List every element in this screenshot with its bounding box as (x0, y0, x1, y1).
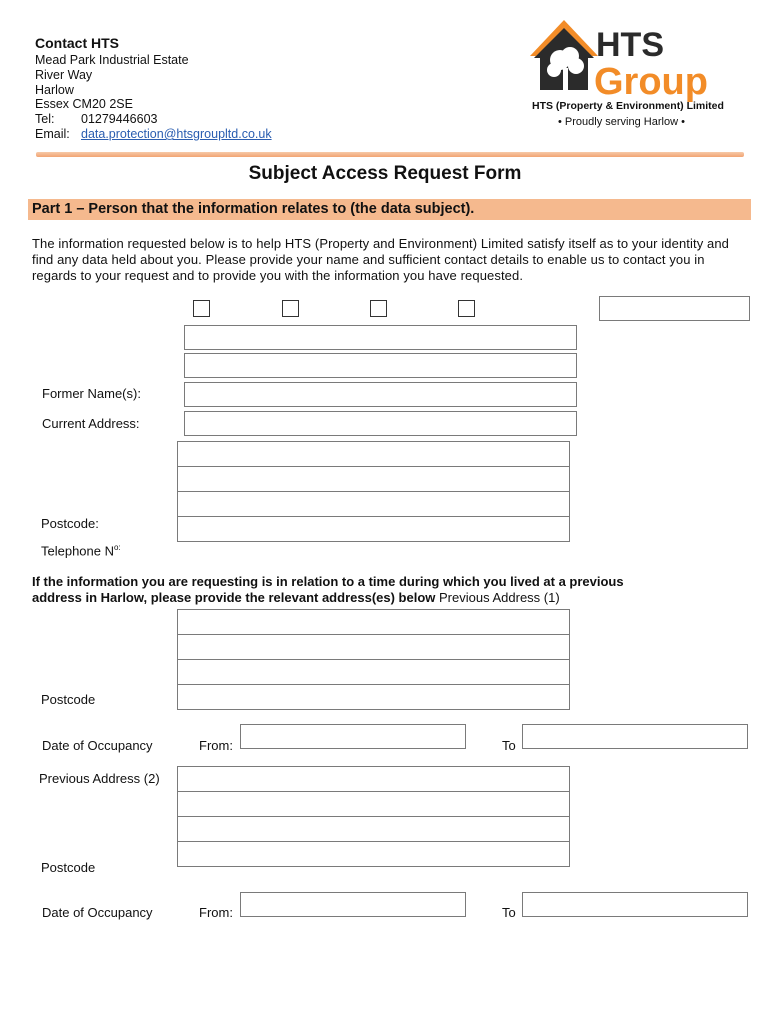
title-other-field[interactable] (599, 296, 750, 321)
occupancy-from-field-2[interactable] (240, 892, 466, 917)
title-checkbox-2[interactable] (282, 300, 299, 317)
current-address-field[interactable] (184, 411, 577, 436)
header-divider (36, 152, 744, 157)
address-line-1: Mead Park Industrial Estate (35, 53, 189, 67)
previous-address-2-line-3[interactable] (177, 816, 570, 842)
title-checkbox-4[interactable] (458, 300, 475, 317)
previous-note-line-2: address in Harlow, please provide the relevant address(es) below (32, 590, 436, 605)
tel-value: 01279446603 (81, 112, 158, 126)
postcode-label: Postcode: (41, 516, 99, 531)
current-address-line-3[interactable] (177, 491, 570, 517)
telephone-label-sup: o: (114, 543, 121, 552)
title-checkbox-1[interactable] (193, 300, 210, 317)
address-line-4: Essex CM20 2SE (35, 97, 133, 111)
previous-address-1-label: Previous Address (1) (439, 590, 560, 605)
from-label-2: From: (199, 905, 233, 920)
previous-address-1-postcode[interactable] (177, 684, 570, 710)
previous-address-note (32, 574, 624, 606)
current-address-label: Current Address: (42, 416, 140, 431)
date-occupancy-label-2: Date of Occupancy (42, 905, 153, 920)
logo-word-1: HTS (596, 26, 664, 64)
previous-address-1-line-1[interactable] (177, 609, 570, 635)
occupancy-to-field-2[interactable] (522, 892, 748, 917)
from-label-1: From: (199, 738, 233, 753)
previous-address-1-line-2[interactable] (177, 634, 570, 660)
postcode-label-3: Postcode (41, 860, 96, 875)
surname-field[interactable] (184, 353, 577, 378)
previous-note-line-1: If the information you are requesting is in relation to a time during which you lived at a previous (32, 574, 624, 589)
hts-group-logo (530, 16, 750, 136)
contact-title: Contact HTS (35, 35, 119, 51)
current-address-line-1[interactable] (177, 441, 570, 467)
logo-company: HTS (Property & Environment) Limited (532, 100, 724, 112)
previous-address-2-label: Previous Address (2) (39, 771, 160, 786)
former-names-field[interactable] (184, 382, 577, 407)
current-address-line-2[interactable] (177, 466, 570, 492)
current-postcode-field[interactable] (177, 516, 570, 542)
form-title: Subject Access Request Form (248, 163, 522, 184)
tel-label: Tel: (35, 112, 55, 126)
date-occupancy-label-1: Date of Occupancy (42, 738, 153, 753)
title-checkbox-3[interactable] (370, 300, 387, 317)
logo-word-2: Group (594, 61, 708, 103)
telephone-label-text: Telephone N (41, 543, 114, 559)
previous-address-2-line-2[interactable] (177, 791, 570, 817)
email-label: Email: (35, 127, 70, 141)
address-line-2: River Way (35, 68, 93, 82)
first-name-field[interactable] (184, 325, 577, 350)
occupancy-to-field-1[interactable] (522, 724, 748, 749)
to-label-2: To (502, 905, 516, 920)
former-names-label: Former Name(s): (42, 386, 141, 401)
address-line-3: Harlow (35, 83, 74, 97)
intro-text: The information requested below is to help HTS (Property and Environment) Limited satisfy itself as to your identity and find any data held about you. Please provide your name and sufficient contact details to enable us to contact you in regards to your request and to provide you with the information you have requested. (32, 236, 729, 283)
to-label-1: To (502, 738, 516, 753)
occupancy-from-field-1[interactable] (240, 724, 466, 749)
logo-tagline: • Proudly serving Harlow • (558, 116, 685, 128)
previous-address-1-line-3[interactable] (177, 659, 570, 685)
telephone-label (41, 543, 121, 558)
previous-address-2-postcode[interactable] (177, 841, 570, 867)
email-link[interactable]: data.protection@htsgroupltd.co.uk (81, 127, 272, 141)
part1-heading: Part 1 – Person that the information relates to (the data subject). (32, 201, 475, 217)
previous-address-2-line-1[interactable] (177, 766, 570, 792)
postcode-label-2: Postcode (41, 692, 96, 707)
